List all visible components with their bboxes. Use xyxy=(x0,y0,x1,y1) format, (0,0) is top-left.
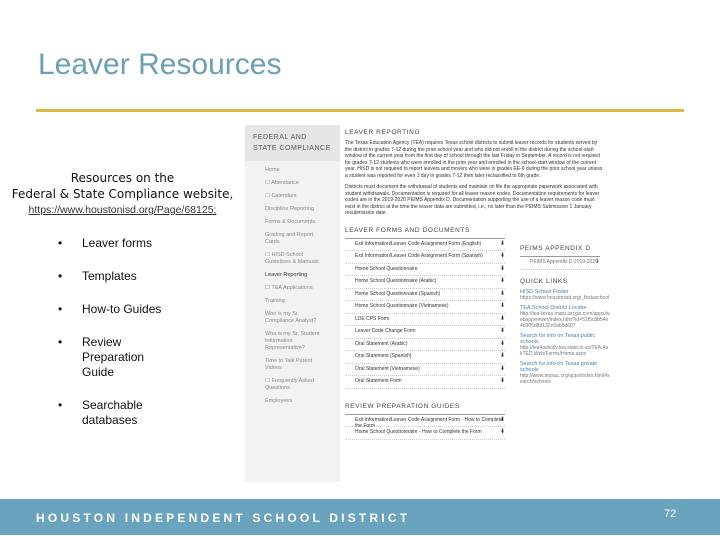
guides-list xyxy=(345,414,505,440)
sidebar-item[interactable]: Training xyxy=(265,298,285,304)
quick-link-url: http://tea-texas.maps.arcgis.com/apps/webappviewer/index.html?id=51f5c8b54e4d305d8d132e5ab5d607 xyxy=(520,310,610,329)
quick-link[interactable]: HISD School Finder xyxy=(520,288,569,295)
sidebar-item[interactable]: ☐ TEA Applications xyxy=(265,285,313,291)
title-divider xyxy=(36,109,684,112)
guide-link[interactable]: Exit Information/Leaver Code Assignment Form - How to Complete the Form ⬇ xyxy=(345,415,505,428)
compliance-link[interactable]: https://www.houstonisd.org/Page/68125; xyxy=(28,204,217,216)
guide-link[interactable]: Home School Questionnaire - How to Complete the Form ⬇ xyxy=(345,427,505,440)
quick-link[interactable]: TEA School District Locator xyxy=(520,304,587,311)
sidebar-item[interactable]: ☐ Attendance xyxy=(265,180,299,186)
paragraph: The Texas Education Agency (TEA) requires Texas school districts to submit leaver records for students served by the district in grades 7-12 during the prior school year and who did not enroll in the district during the school-start window of the current year from the first day of school through the last Friday in September. A record is not required for grades 7-12 students who were enrolled in the prior year and enrolled in the school-start window of the current year. HISD is not required to report leavers and movers who were in grades EE-6 during the prior school year unless a student was reported for even 1 day in grades 7-12 then later reclassified to 6th grade. xyxy=(345,140,603,179)
sidebar-item[interactable]: Time to Talk Parent Videos xyxy=(265,358,313,371)
sidebar-item[interactable]: Grading and Report Cards xyxy=(265,232,314,245)
form-link[interactable]: Home School Questionnaire (Spanish) ⬇ xyxy=(345,289,505,302)
sidebar-item[interactable]: Discipline Reporting xyxy=(265,206,314,212)
sidebar-item[interactable]: Who is my Sr. Student Information Representative? xyxy=(265,331,320,351)
bullet-item: • Searchable databases xyxy=(58,398,152,428)
sidebar-title: FEDERAL AND STATE COMPLIANCE xyxy=(245,125,340,161)
quick-links-heading: QUICK LINKS xyxy=(520,277,568,285)
bullet-item: • Review Preparation Guide xyxy=(58,335,162,380)
sidebar-item[interactable]: Leaver Reporting xyxy=(265,272,308,278)
sidebar-item[interactable]: ☐ HISD School Guidelines & Manuals xyxy=(265,252,319,265)
bullet-item: • How-to Guides xyxy=(58,302,242,317)
form-link[interactable]: Leaver Code Change Form ⬇ xyxy=(345,326,505,339)
form-link[interactable]: LDE CPS Form ⬇ xyxy=(345,314,505,327)
peims-doc-link[interactable]: PEIMS Appendix D 2019-2020 ⬇ xyxy=(520,257,600,270)
bullet-list xyxy=(58,236,242,428)
sidebar-item[interactable]: ☐ Calendars xyxy=(265,193,297,199)
form-link[interactable]: Exit Information/Leaver Code Assignment Form (Spanish) ⬇ xyxy=(345,251,505,264)
peims-heading: PEIMS APPENDIX D xyxy=(520,245,591,252)
quick-link-url: https://www.houstonisd.org/_findaschool xyxy=(520,294,610,301)
form-link[interactable]: Home School Questionnaire ⬇ xyxy=(345,264,505,277)
slide-title: Leaver Resources xyxy=(38,48,282,81)
right-column xyxy=(520,245,610,385)
forms-list xyxy=(345,238,505,389)
form-link[interactable]: Oral Statement (Arabic) ⬇ xyxy=(345,339,505,352)
sidebar-item[interactable]: Employees xyxy=(265,398,293,404)
form-link[interactable]: Oral Statement (Spanish) ⬇ xyxy=(345,351,505,364)
main-content xyxy=(345,129,685,440)
guides-heading: REVIEW PREPARATION GUIDES xyxy=(345,402,460,410)
sidebar xyxy=(245,125,340,482)
footer-bar xyxy=(0,499,720,535)
intro-line-1: Resources on the xyxy=(70,171,175,185)
page-number: 72 xyxy=(664,508,677,520)
sidebar-item[interactable]: Who is my Sr. Compliance Analyst? xyxy=(265,311,317,324)
district-name: HOUSTON INDEPENDENT SCHOOL DISTRICT xyxy=(36,511,411,525)
bullet-item: • Templates xyxy=(58,269,242,284)
sidebar-item[interactable]: ☐ Frequently Asked Questions xyxy=(265,378,314,391)
form-link[interactable]: Home School Questionnaire (Arabic) ⬇ xyxy=(345,276,505,289)
page-heading: LEAVER REPORTING xyxy=(345,129,421,136)
intro-line-2: Federal & State Compliance website, xyxy=(11,187,234,201)
quick-link[interactable]: Search for info on Texas public schools xyxy=(520,332,596,345)
forms-heading: LEAVER FORMS AND DOCUMENTS xyxy=(345,226,470,234)
paragraph: Districts must document the withdrawal of students and maintain on file the appropriate paperwork associated with student withdrawals. Documentation is required for all leaver reason codes. Documentation requirements for leaver codes are in the 2019-2020 PEIMS Appendix D. Documentation supporting the use of a leaver reason code must exist in the district at the time the leaver data are submitted, i.e., no later than the PEIMS Submission 1 January resubmission date. xyxy=(345,184,600,216)
sidebar-item[interactable]: Home xyxy=(265,167,280,173)
form-link[interactable]: Home School Questionnaire (Vietnamese) ⬇ xyxy=(345,301,505,314)
quick-link[interactable]: Search for info on Texas private schools xyxy=(520,360,598,373)
quick-link-url: http://tea4avholly.tea.state.tx.us/TEA.AskTED.Web/Forms/Home.aspx xyxy=(520,344,609,357)
bullet-item: • Leaver forms xyxy=(58,236,242,251)
intro-text xyxy=(0,170,245,218)
quick-link-url: http://www.tepsac.org/apps/index.html#search/schools xyxy=(520,372,610,385)
form-link[interactable]: Oral Statement Form ⬇ xyxy=(345,376,505,389)
sidebar-item[interactable]: Forms & Documents xyxy=(265,219,316,225)
website-screenshot xyxy=(245,125,690,482)
form-link[interactable]: Oral Statement (Vietnamese) ⬇ xyxy=(345,364,505,377)
form-link[interactable]: Exit Information/Leaver Code Assignment Form (English) ⬇ xyxy=(345,239,505,252)
